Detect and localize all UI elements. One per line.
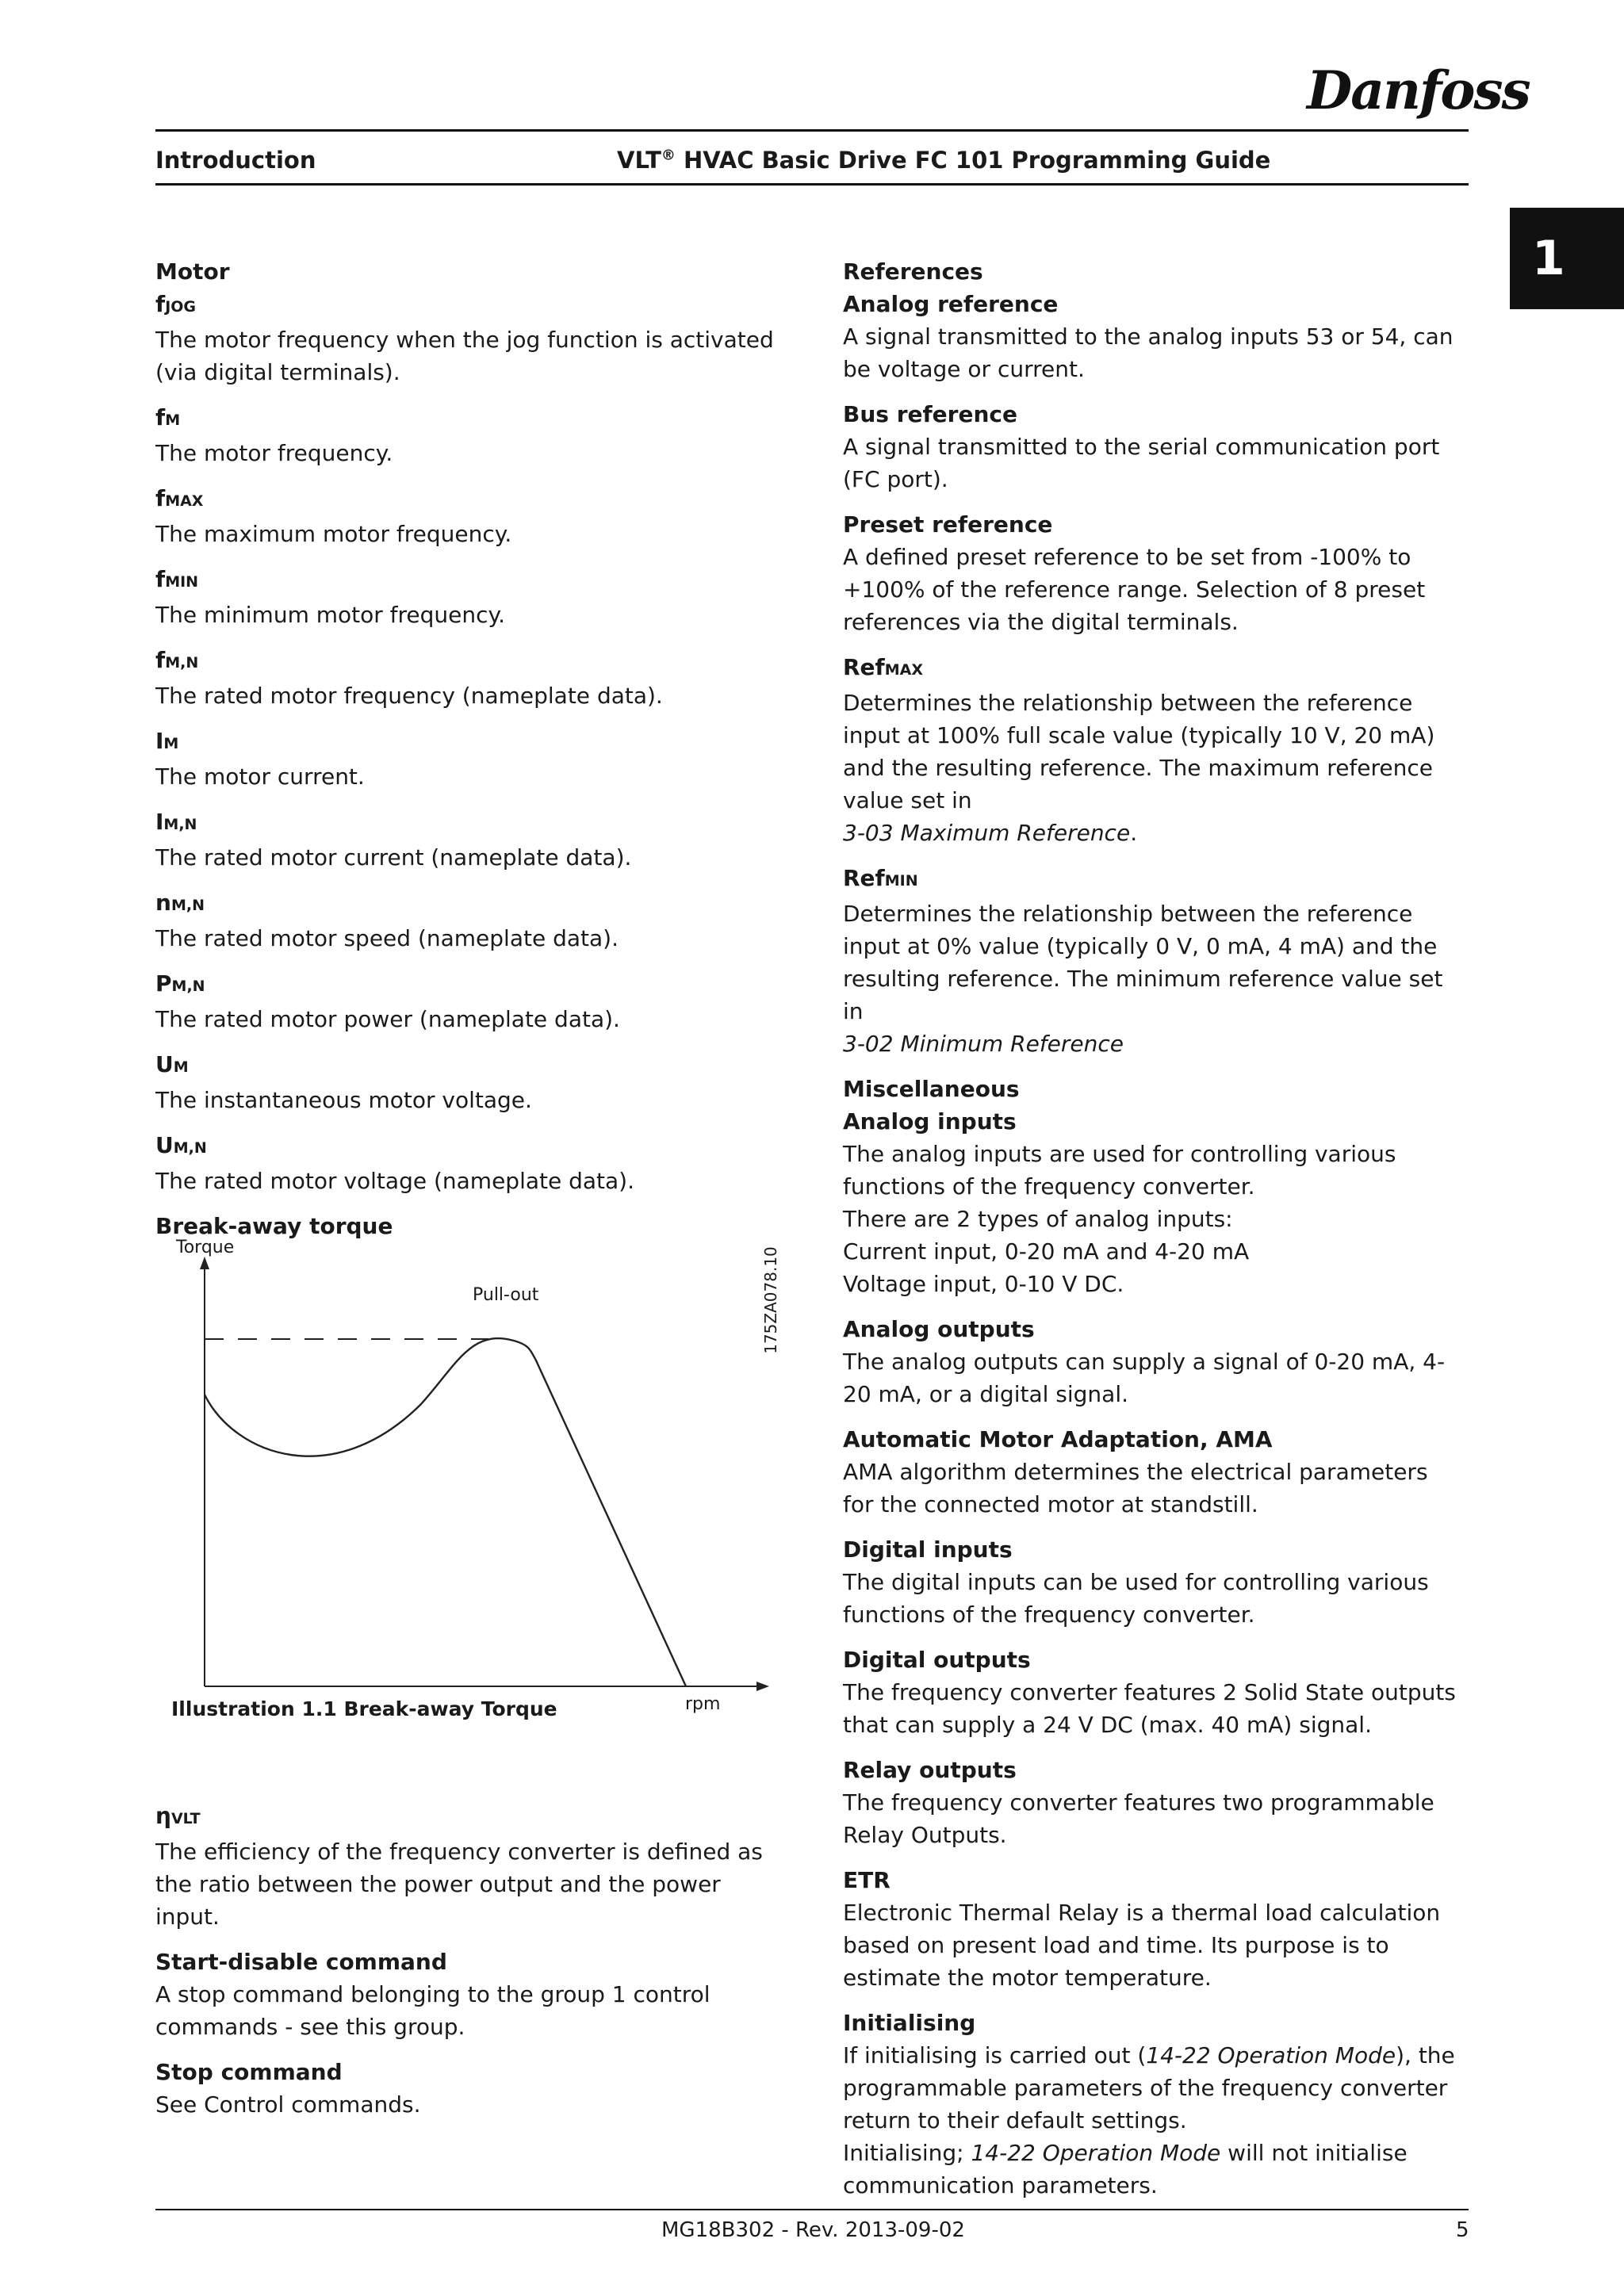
figure-caption: Illustration 1.1 Break-away Torque: [171, 1697, 557, 1720]
term-analog-inputs: [843, 1105, 1461, 1300]
term-symbol: fMAX: [155, 485, 204, 511]
term-ama: [843, 1423, 1461, 1521]
term-definition: The analog outputs can supply a signal of 0-20 mA, 4-20 mA, or a digital signal.: [843, 1349, 1446, 1407]
term-definition: The rated motor frequency (nameplate data).: [155, 683, 663, 709]
figure-code: 175ZA078.10: [761, 1246, 780, 1354]
term-bus-reference: [843, 398, 1461, 496]
term-definition: The digital inputs can be used for controlling various functions of the frequency converter.: [843, 1569, 1429, 1628]
term-definition: AMA algorithm determines the electrical parameters for the connected motor at standstill.: [843, 1459, 1428, 1517]
document-title: [617, 146, 1270, 174]
term-definition: The motor frequency.: [155, 440, 393, 466]
term-definition: A signal transmitted to the serial communication port (FC port).: [843, 434, 1440, 492]
term-title: Digital outputs: [843, 1647, 1031, 1673]
parameter-link[interactable]: 3-03 Maximum Reference: [843, 820, 1131, 846]
y-axis-label: Torque: [176, 1238, 235, 1257]
term-definition: The instantaneous motor voltage.: [155, 1087, 532, 1113]
term-definition: The motor frequency when the jog function is activated (via digital terminals).: [155, 327, 774, 385]
term-definition: The analog inputs are used for controlling various functions of the frequency converter.: [843, 1141, 1396, 1200]
parameter-link[interactable]: 14-22 Operation Mode: [971, 2140, 1221, 2166]
term-definition: Determines the relationship between the reference input at 0% value (typically 0 V, 0 mA, 4 mA) and the resulting reference. The minimum reference value set in 3-02 Minimum Reference: [843, 901, 1443, 1057]
torque-curve: [205, 1338, 686, 1686]
miscellaneous-heading: Miscellaneous: [843, 1076, 1020, 1102]
term-title: Analog inputs: [843, 1108, 1017, 1135]
term-definition: The minimum motor frequency.: [155, 602, 506, 628]
term-definition: Determines the relationship between the reference input at 100% full scale value (typically 10 V, 20 mA) and the resulting reference. The maximum reference value set in 3-03 Maximum Reference.: [843, 690, 1435, 846]
term-definition: The rated motor current (nameplate data).: [155, 844, 632, 871]
term-title: Automatic Motor Adaptation, AMA: [843, 1426, 1273, 1452]
term-definition-line: Current input, 0-20 mA and 4-20 mA: [843, 1238, 1250, 1265]
right-column: [843, 255, 1461, 2214]
left-column-lower: [155, 1800, 774, 2133]
pull-out-label: Pull-out: [473, 1285, 539, 1305]
term-refmin: [843, 862, 1461, 1060]
term-nvlt: [155, 1800, 774, 1933]
term-definition: The motor current.: [155, 763, 365, 790]
chapter-tab[interactable]: 1: [1510, 208, 1624, 309]
term-initialising: [843, 2007, 1461, 2202]
term-symbol: UM: [155, 1051, 189, 1077]
term-title: Analog reference: [843, 291, 1059, 317]
header-rule-top: [155, 129, 1469, 132]
term-title: Initialising: [843, 2010, 976, 2036]
term-etr: [843, 1864, 1461, 1994]
term-symbol: IM: [155, 728, 179, 754]
term-symbol: RefMAX: [843, 654, 923, 680]
title-registered: ®: [661, 147, 676, 164]
term-fmin: [155, 563, 774, 631]
term-definition: The efficiency of the frequency converter is defined as the ratio between the power output and the power input.: [155, 1839, 763, 1930]
term-definition-line: Initialising; 14-22 Operation Mode will not initialise communication parameters.: [843, 2140, 1408, 2198]
term-definition: The rated motor voltage (nameplate data).: [155, 1168, 635, 1194]
motor-heading: Motor: [155, 258, 230, 285]
term-stop-command: [155, 2056, 774, 2121]
term-definition-line: There are 2 types of analog inputs:: [843, 1206, 1233, 1232]
term-definition-line: Voltage input, 0-10 V DC.: [843, 1271, 1124, 1297]
title-rest: HVAC Basic Drive FC 101 Programming Guide: [675, 147, 1271, 174]
term-definition: The frequency converter features two programmable Relay Outputs.: [843, 1789, 1434, 1848]
term-definition: A defined preset reference to be set from -100% to +100% of the reference range. Selection of 8 preset references via the digital terminals.: [843, 544, 1426, 635]
term-pmn: [155, 967, 774, 1035]
term-fmax: [155, 482, 774, 550]
term-symbol: fMIN: [155, 566, 199, 592]
term-symbol: UM,N: [155, 1132, 207, 1158]
term-fjog: [155, 288, 774, 388]
term-title: Analog outputs: [843, 1316, 1035, 1342]
x-axis-label: rpm: [685, 1694, 721, 1714]
term-im: [155, 725, 774, 793]
breakaway-torque-title: Break-away torque: [155, 1213, 393, 1239]
term-definition: A signal transmitted to the analog inputs 53 or 54, can be voltage or current.: [843, 323, 1454, 382]
term-refmax: [843, 651, 1461, 849]
term-symbol: fM,N: [155, 647, 199, 673]
term-preset-reference: [843, 508, 1461, 638]
term-title: Bus reference: [843, 401, 1017, 427]
term-definition: The maximum motor frequency.: [155, 521, 512, 547]
term-umn: [155, 1129, 774, 1197]
y-axis-arrow: [200, 1257, 209, 1269]
term-symbol: ηVLT: [155, 1803, 201, 1829]
title-vlt: VLT: [617, 147, 661, 174]
left-column: [155, 255, 774, 1729]
term-symbol: fJOG: [155, 291, 197, 317]
parameter-link[interactable]: 14-22 Operation Mode: [1146, 2042, 1396, 2068]
term-definition: The rated motor power (nameplate data).: [155, 1006, 620, 1032]
term-title: Stop command: [155, 2059, 343, 2085]
footer-doc-id: MG18B302 - Rev. 2013-09-02: [661, 2218, 965, 2242]
term-symbol: RefMIN: [843, 865, 918, 891]
term-title: Start-disable command: [155, 1949, 447, 1975]
term-relay-outputs: [843, 1754, 1461, 1851]
term-digital-outputs: [843, 1644, 1461, 1741]
term-analog-reference: [843, 288, 1461, 385]
term-digital-inputs: [843, 1533, 1461, 1631]
term-fmn: [155, 644, 774, 712]
term-imn: [155, 806, 774, 874]
term-um: [155, 1048, 774, 1116]
term-definition: See Control commands.: [155, 2091, 421, 2118]
term-symbol: nM,N: [155, 890, 205, 916]
parameter-link[interactable]: 3-02 Minimum Reference: [843, 1031, 1124, 1057]
term-symbol: IM,N: [155, 809, 197, 835]
page-number: 5: [1456, 2218, 1469, 2242]
footer-rule: [155, 2209, 1469, 2210]
term-start-disable: [155, 1946, 774, 2043]
term-nmn: [155, 886, 774, 955]
danfoss-logo: Danfoss: [1307, 59, 1530, 121]
term-definition: Electronic Thermal Relay is a thermal load calculation based on present load and time. Its purpose is to estimate the motor temperature.: [843, 1900, 1441, 1991]
term-title: ETR: [843, 1867, 891, 1893]
term-title: Digital inputs: [843, 1536, 1013, 1563]
term-definition: The rated motor speed (nameplate data).: [155, 925, 619, 951]
term-definition: The frequency converter features 2 Solid State outputs that can supply a 24 V DC (max. 40 mA) signal.: [843, 1679, 1456, 1738]
references-heading: References: [843, 258, 983, 285]
term-fm: [155, 401, 774, 469]
header-rule-bottom: [155, 183, 1469, 186]
term-title: Relay outputs: [843, 1757, 1017, 1783]
term-symbol: PM,N: [155, 970, 205, 997]
breakaway-torque-figure: [155, 1238, 782, 1729]
torque-curve-diagram: [155, 1246, 782, 1729]
term-analog-outputs: [843, 1313, 1461, 1410]
term-definition: A stop command belonging to the group 1 control commands - see this group.: [155, 1981, 710, 2040]
term-definition: If initialising is carried out (14-22 Operation Mode), the programmable parameters of the frequency converter return to their default settings.: [843, 2042, 1455, 2133]
term-title: Preset reference: [843, 511, 1053, 538]
x-axis-arrow: [756, 1682, 769, 1691]
term-symbol: fM: [155, 404, 181, 430]
section-title: Introduction: [155, 147, 316, 174]
